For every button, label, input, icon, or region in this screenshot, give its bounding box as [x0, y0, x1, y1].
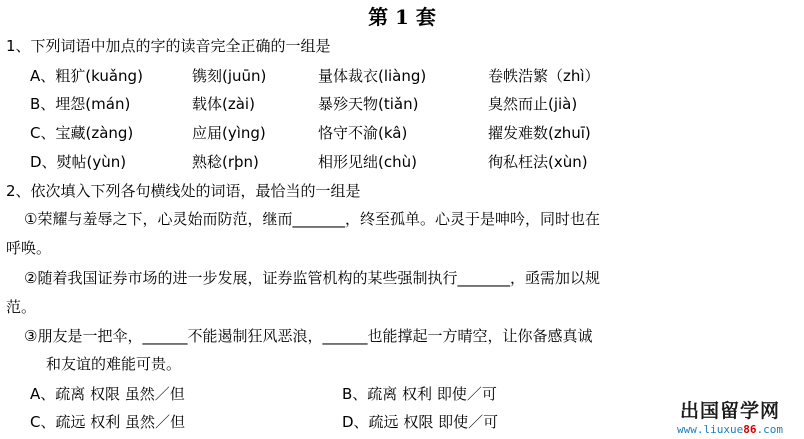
- q1-option-c-item-2: 应届(yìng): [192, 124, 266, 142]
- q1-option-a-item-1: A、粗犷(kuǎng): [30, 67, 143, 85]
- q1-option-a-item-4: 卷帙浩繁（zhì）: [488, 67, 600, 85]
- q2-sentence-1-line-2: 呼唤。: [6, 239, 52, 257]
- q1-option-c-item-3: 恪守不渝(kâ): [318, 124, 408, 142]
- q2-sentence-2-line-1: ②随着我国证券市场的进一步发展，证券监管机构的某些强制执行_______，亟需加以规: [24, 269, 600, 287]
- page-title: 第 1 套: [368, 5, 436, 29]
- q2-option-c: C、疏远 权利 虽然／但: [30, 413, 186, 431]
- q2-option-d: D、疏远 权限 即使／可: [342, 413, 499, 431]
- q1-option-b-item-4: 臭然而止(jià): [488, 95, 578, 113]
- q1-option-a-item-3: 量体裁衣(liàng): [318, 67, 427, 85]
- q1-option-c-item-4: 擢发难数(zhuī): [488, 124, 591, 142]
- question-1-stem: 1、下列词语中加点的字的读音完全正确的一组是: [6, 37, 331, 55]
- q1-option-b-item-3: 暴殄天物(tiǎn): [318, 95, 419, 113]
- q1-option-b-item-1: B、埋怨(mán): [30, 95, 131, 113]
- q2-option-b: B、疏离 权利 即使／可: [342, 385, 497, 403]
- watermark-url: www.liuxue86.com: [677, 423, 783, 436]
- q1-option-d-item-2: 熟稔(rþn): [192, 153, 259, 171]
- q2-sentence-3-line-1: ③朋友是一把伞，______不能遏制狂风恶浪，______也能撑起一方晴空，让你备感真诚: [24, 327, 593, 345]
- q2-sentence-2-line-2: 范。: [6, 298, 37, 316]
- q1-option-a-item-2: 镌刻(juūn): [192, 67, 267, 85]
- watermark-logo-text: 出国留学网: [679, 400, 780, 422]
- q1-option-d-item-3: 相形见绌(chù): [318, 153, 417, 171]
- question-2-stem: 2、依次填入下列各句横线处的词语，最恰当的一组是: [6, 182, 361, 200]
- q1-option-d-item-1: D、熨帖(yùn): [30, 153, 127, 171]
- q2-sentence-3-line-2: 和友谊的难能可贵。: [46, 355, 182, 373]
- q1-option-d-item-4: 徇私枉法(xùn): [488, 153, 588, 171]
- q2-option-a: A、疏离 权限 虽然／但: [30, 385, 185, 403]
- q2-sentence-1-line-1: ①荣耀与羞辱之下，心灵始而防范，继而_______，终至孤单。心灵于是呻吟，同时也在: [24, 210, 600, 228]
- q1-option-c-item-1: C、宝藏(zàng): [30, 124, 134, 142]
- q1-option-b-item-2: 载体(zài): [192, 95, 255, 113]
